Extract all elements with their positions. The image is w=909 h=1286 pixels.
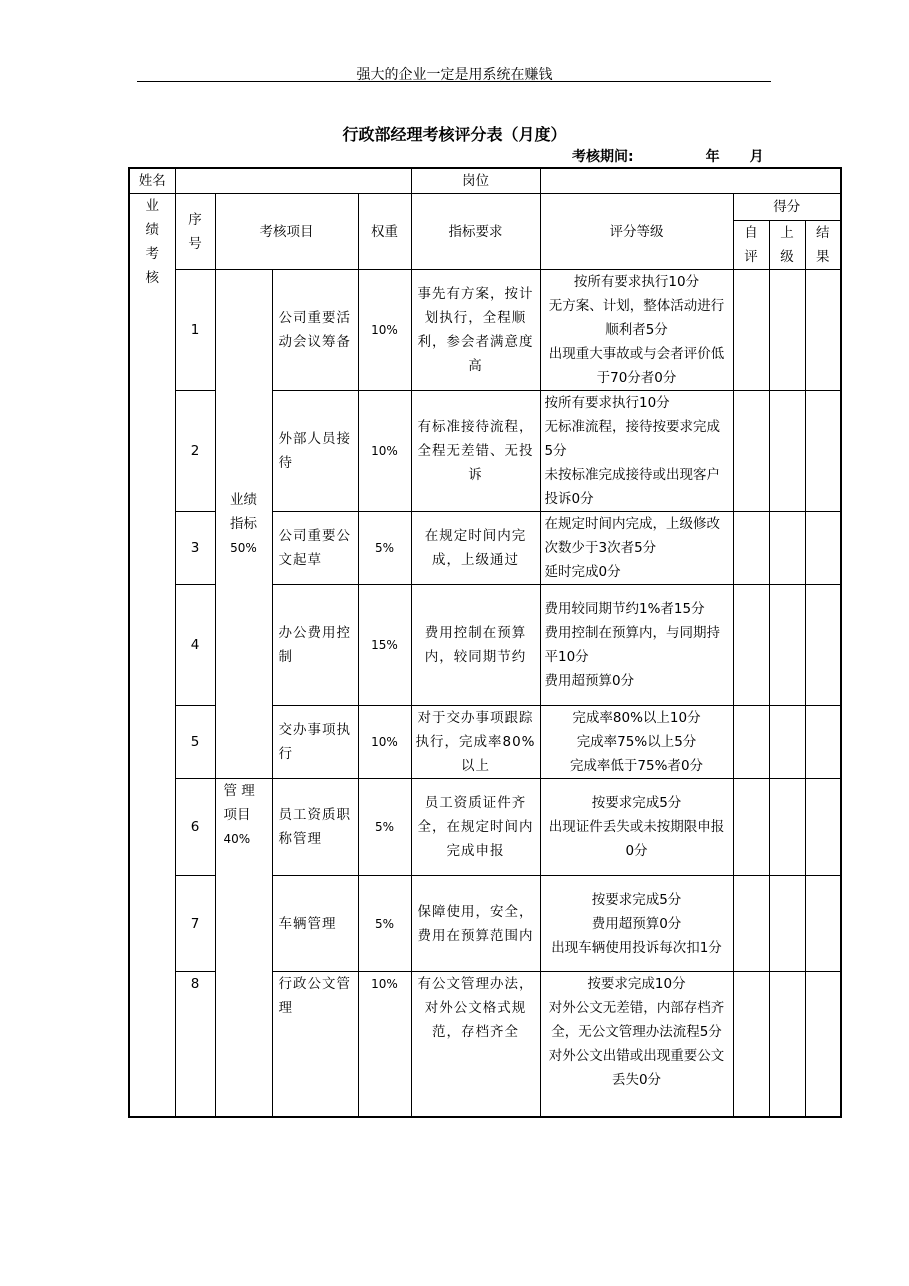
result-score-cell[interactable]	[805, 779, 841, 876]
row-weight: 10%	[358, 391, 411, 512]
assessment-table	[128, 167, 842, 1118]
row-grade: 按要求完成5分 费用超预算0分 出现车辆使用投诉每次扣1分	[540, 876, 733, 972]
row-requirement: 在规定时间内完成，上级通过	[411, 512, 540, 585]
row-item: 办公费用控制	[272, 585, 358, 706]
superior-score-header: 上级	[769, 221, 805, 270]
row-item: 行政公文管理	[272, 972, 358, 1117]
result-score-cell[interactable]	[805, 706, 841, 779]
weight-header: 权重	[358, 194, 411, 270]
row-weight: 15%	[358, 585, 411, 706]
superior-score-cell[interactable]	[769, 972, 805, 1117]
row-seq: 5	[175, 706, 215, 779]
seq-header: 序号	[175, 194, 215, 270]
row-requirement: 员工资质证件齐全，在规定时间内完成申报	[411, 779, 540, 876]
row-requirement: 对于交办事项跟踪执行，完成率80%以上	[411, 706, 540, 779]
period-label: 考核期间:	[572, 149, 634, 165]
superior-score-cell[interactable]	[769, 512, 805, 585]
item-header: 考核项目	[215, 194, 358, 270]
row-item: 交办事项执行	[272, 706, 358, 779]
period-month: 月	[749, 149, 764, 165]
name-field[interactable]	[175, 168, 411, 194]
row-weight: 10%	[358, 270, 411, 391]
row-item: 车辆管理	[272, 876, 358, 972]
superior-score-cell[interactable]	[769, 876, 805, 972]
side-label-cell	[129, 194, 175, 1117]
row-seq: 4	[175, 585, 215, 706]
superior-score-cell[interactable]	[769, 270, 805, 391]
row-seq: 6	[175, 779, 215, 876]
category-cell	[215, 270, 272, 779]
row-grade: 按所有要求执行10分 无标准流程，接待按要求完成5分 未按标准完成接待或出现客户投诉0分	[540, 391, 733, 512]
result-score-header: 结果	[805, 221, 841, 270]
row-item: 员工资质职称管理	[272, 779, 358, 876]
superior-score-cell[interactable]	[769, 391, 805, 512]
row-seq: 2	[175, 391, 215, 512]
row-grade: 按要求完成5分 出现证件丢失或未按期限申报0分	[540, 779, 733, 876]
superior-score-cell[interactable]	[769, 585, 805, 706]
row-seq: 8	[175, 972, 215, 1117]
self-score-cell[interactable]	[733, 706, 769, 779]
row-grade: 按要求完成10分 对外公文无差错，内部存档齐全，无公文管理办法流程5分 对外公文出错或出现重要公文丢失0分	[540, 972, 733, 1117]
self-score-cell[interactable]	[733, 585, 769, 706]
row-weight: 5%	[358, 512, 411, 585]
row-requirement: 有标准接待流程，全程无差错、无投诉	[411, 391, 540, 512]
position-field[interactable]	[540, 168, 841, 194]
category-label: 管 理项目	[223, 783, 255, 823]
side-label: 业绩考核	[145, 198, 159, 286]
form-title: 行政部经理考核评分表（月度）	[342, 125, 567, 144]
result-score-cell[interactable]	[805, 270, 841, 391]
result-score-cell[interactable]	[805, 391, 841, 512]
row-grade: 按所有要求执行10分 无方案、计划，整体活动进行顺利者5分 出现重大事故或与会者评价低于70分者0分	[540, 270, 733, 391]
table-row	[129, 779, 841, 876]
self-score-header: 自评	[733, 221, 769, 270]
row-requirement: 费用控制在预算内，较同期节约	[411, 585, 540, 706]
result-score-cell[interactable]	[805, 585, 841, 706]
row-seq: 1	[175, 270, 215, 391]
result-score-cell[interactable]	[805, 972, 841, 1117]
self-score-cell[interactable]	[733, 876, 769, 972]
row-weight: 10%	[358, 972, 411, 1117]
row-requirement: 保障使用，安全，费用在预算范围内	[411, 876, 540, 972]
grade-header: 评分等级	[540, 194, 733, 270]
result-score-cell[interactable]	[805, 512, 841, 585]
row-item: 公司重要活动会议筹备	[272, 270, 358, 391]
self-score-cell[interactable]	[733, 512, 769, 585]
self-score-cell[interactable]	[733, 972, 769, 1117]
requirement-header: 指标要求	[411, 194, 540, 270]
info-row	[129, 168, 841, 194]
period-year: 年	[705, 149, 720, 165]
name-label: 姓名	[129, 168, 175, 194]
category-pct: 50%	[230, 541, 257, 555]
row-seq: 3	[175, 512, 215, 585]
row-seq: 7	[175, 876, 215, 972]
header-row-1	[129, 194, 841, 221]
assessment-period	[572, 146, 764, 166]
category-cell	[215, 779, 272, 1117]
self-score-cell[interactable]	[733, 391, 769, 512]
self-score-cell[interactable]	[733, 779, 769, 876]
row-grade: 费用较同期节约1%者15分 费用控制在预算内，与同期持平10分 费用超预算0分	[540, 585, 733, 706]
table-row	[129, 270, 841, 391]
row-weight: 10%	[358, 706, 411, 779]
row-item: 公司重要公文起草	[272, 512, 358, 585]
self-score-cell[interactable]	[733, 270, 769, 391]
row-grade: 在规定时间内完成，上级修改次数少于3次者5分 延时完成0分	[540, 512, 733, 585]
row-requirement: 事先有方案，按计划执行，全程顺利，参会者满意度高	[411, 270, 540, 391]
row-requirement: 有公文管理办法，对外公文格式规范，存档齐全	[411, 972, 540, 1117]
page-header-slogan: 强大的企业一定是用系统在赚钱	[356, 67, 553, 83]
result-score-cell[interactable]	[805, 876, 841, 972]
row-weight: 5%	[358, 779, 411, 876]
superior-score-cell[interactable]	[769, 779, 805, 876]
category-pct: 40%	[223, 832, 251, 846]
row-weight: 5%	[358, 876, 411, 972]
score-header: 得分	[733, 194, 841, 221]
header-divider	[137, 81, 771, 82]
category-label: 业绩指标	[230, 492, 257, 532]
row-item: 外部人员接待	[272, 391, 358, 512]
superior-score-cell[interactable]	[769, 706, 805, 779]
position-label: 岗位	[411, 168, 540, 194]
row-grade: 完成率80%以上10分 完成率75%以上5分 完成率低于75%者0分	[540, 706, 733, 779]
